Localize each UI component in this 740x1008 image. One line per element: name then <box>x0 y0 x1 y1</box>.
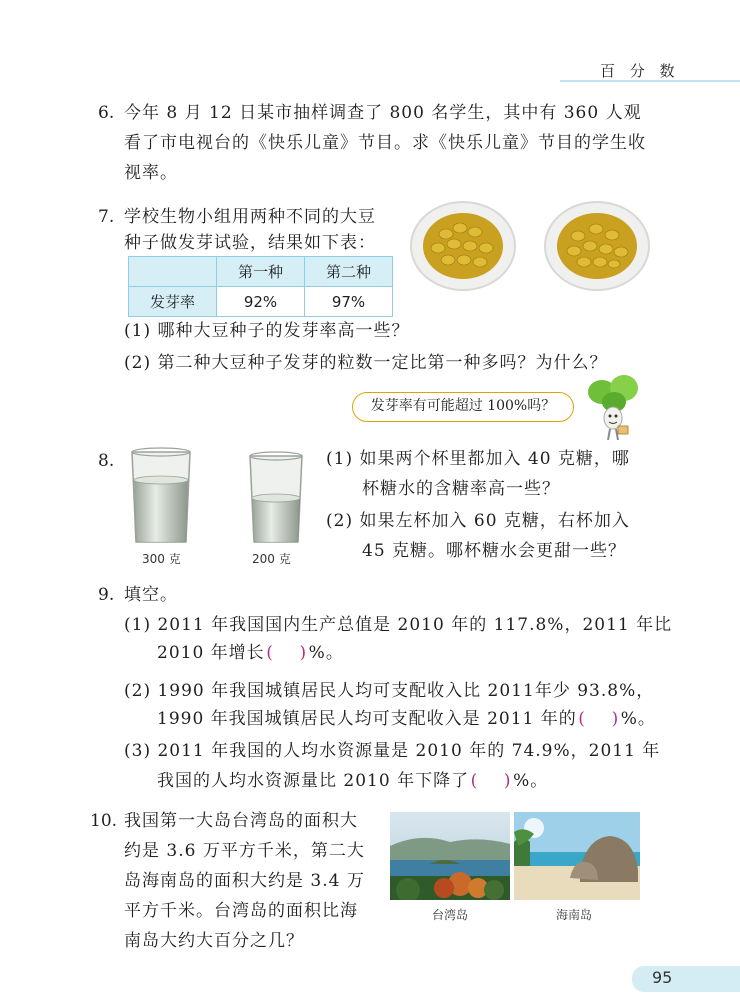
q10-line-5: 南岛大约大百分之几？ <box>124 931 304 951</box>
table-cell: 92% <box>217 287 305 317</box>
plant-mascot-icon <box>582 372 644 444</box>
q9-sub-3-line-1: (3) 2011 年我国的人均水资源量是 2010 年的 74.9%，2011 年 <box>124 741 661 761</box>
q6-line-3: 视率。 <box>124 163 178 183</box>
q8-sub-2-line-1: (2) 如果左杯加入 60 克糖，右杯加入 <box>326 511 630 531</box>
question-number: 7. <box>98 207 115 227</box>
table-row-label: 发芽率 <box>129 287 217 317</box>
chapter-title: 百 分 数 <box>600 62 680 80</box>
q7-line-2: 种子做发芽试验，结果如下表： <box>124 233 376 253</box>
glass-cup-right-image <box>246 450 306 546</box>
q9-sub-1-line-1: (1) 2011 年我国国内生产总值是 2010 年的 117.8%，2011 年比 <box>124 615 673 635</box>
q9-sub-1-line-2 <box>157 636 344 670</box>
q8-sub-2-line-2: 45 克糖。哪杯糖水会更甜一些？ <box>362 541 627 561</box>
q10-line-4: 平方千米。台湾岛的面积比海 <box>124 901 358 921</box>
table-header-first: 第一种 <box>217 257 305 287</box>
hint-bubble: 发芽率有可能超过 100%吗？ <box>352 392 574 422</box>
question-number: 9. <box>98 585 115 605</box>
q6-line-1: 今年 8 月 12 日某市抽样调查了 800 名学生，其中有 360 人观 <box>124 103 642 123</box>
header-rule <box>560 80 740 82</box>
taiwan-island-photo <box>390 812 510 900</box>
q9-sub-1-suffix: %。 <box>308 643 344 663</box>
page-number: 95 <box>652 968 673 987</box>
q9-sub-1-text: 2010 年增长 <box>157 643 265 663</box>
soybean-bowl-image <box>408 198 518 294</box>
q10-line-2: 约是 3.6 万平方千米，第二大 <box>124 841 365 861</box>
q9-sub-2-text: 1990 年我国城镇居民人均可支配收入是 2011 年的 <box>157 709 577 729</box>
question-number: 10. <box>90 811 118 831</box>
q9-sub-3-suffix: %。 <box>513 771 549 791</box>
q9-sub-2-line-1: (2) 1990 年我国城镇居民人均可支配收入比 2011年少 93.8%， <box>124 681 655 701</box>
q9-title: 填空。 <box>124 585 178 605</box>
soybean-bowl-image <box>542 198 652 294</box>
q7-line-1: 学校生物小组用两种不同的大豆 <box>124 207 376 227</box>
q7-sub-1: (1) 哪种大豆种子的发芽率高一些？ <box>124 321 410 341</box>
q10-line-3: 岛海南岛的面积大约是 3.4 万 <box>124 871 365 891</box>
q8-sub-1-line-2: 杯糖水的含糖率高一些？ <box>362 479 560 499</box>
q7-sub-2: (2) 第二种大豆种子发芽的粒数一定比第一种多吗？为什么？ <box>124 353 608 373</box>
table-header-second: 第二种 <box>305 257 393 287</box>
q6-line-2: 看了市电视台的《快乐儿童》节目。求《快乐儿童》节目的学生收 <box>124 133 646 153</box>
q9-sub-2-suffix: %。 <box>620 709 656 729</box>
q9-sub-3-line-2 <box>157 764 548 798</box>
q10-line-1: 我国第一大岛台湾岛的面积大 <box>124 811 358 831</box>
germination-table <box>128 256 393 317</box>
glass-cup-left-image <box>128 446 194 546</box>
fill-blank-3[interactable]: ( ) <box>470 771 512 791</box>
hainan-caption: 海南岛 <box>556 908 593 922</box>
page-number-tab <box>632 966 740 992</box>
cup-left-caption: 300 克 <box>142 552 181 566</box>
taiwan-caption: 台湾岛 <box>432 908 469 922</box>
q9-sub-2-line-2 <box>157 702 656 736</box>
fill-blank-2[interactable]: ( ) <box>578 709 620 729</box>
hainan-island-photo <box>514 812 640 900</box>
fill-blank-1[interactable]: ( ) <box>266 643 308 663</box>
question-number: 8. <box>98 451 115 471</box>
q8-sub-1-line-1: (1) 如果两个杯里都加入 40 克糖，哪 <box>326 449 630 469</box>
table-cell: 97% <box>305 287 393 317</box>
q9-sub-3-text: 我国的人均水资源量比 2010 年下降了 <box>157 771 470 791</box>
cup-right-caption: 200 克 <box>252 552 291 566</box>
question-number: 6. <box>98 103 115 123</box>
table-corner <box>129 257 217 287</box>
